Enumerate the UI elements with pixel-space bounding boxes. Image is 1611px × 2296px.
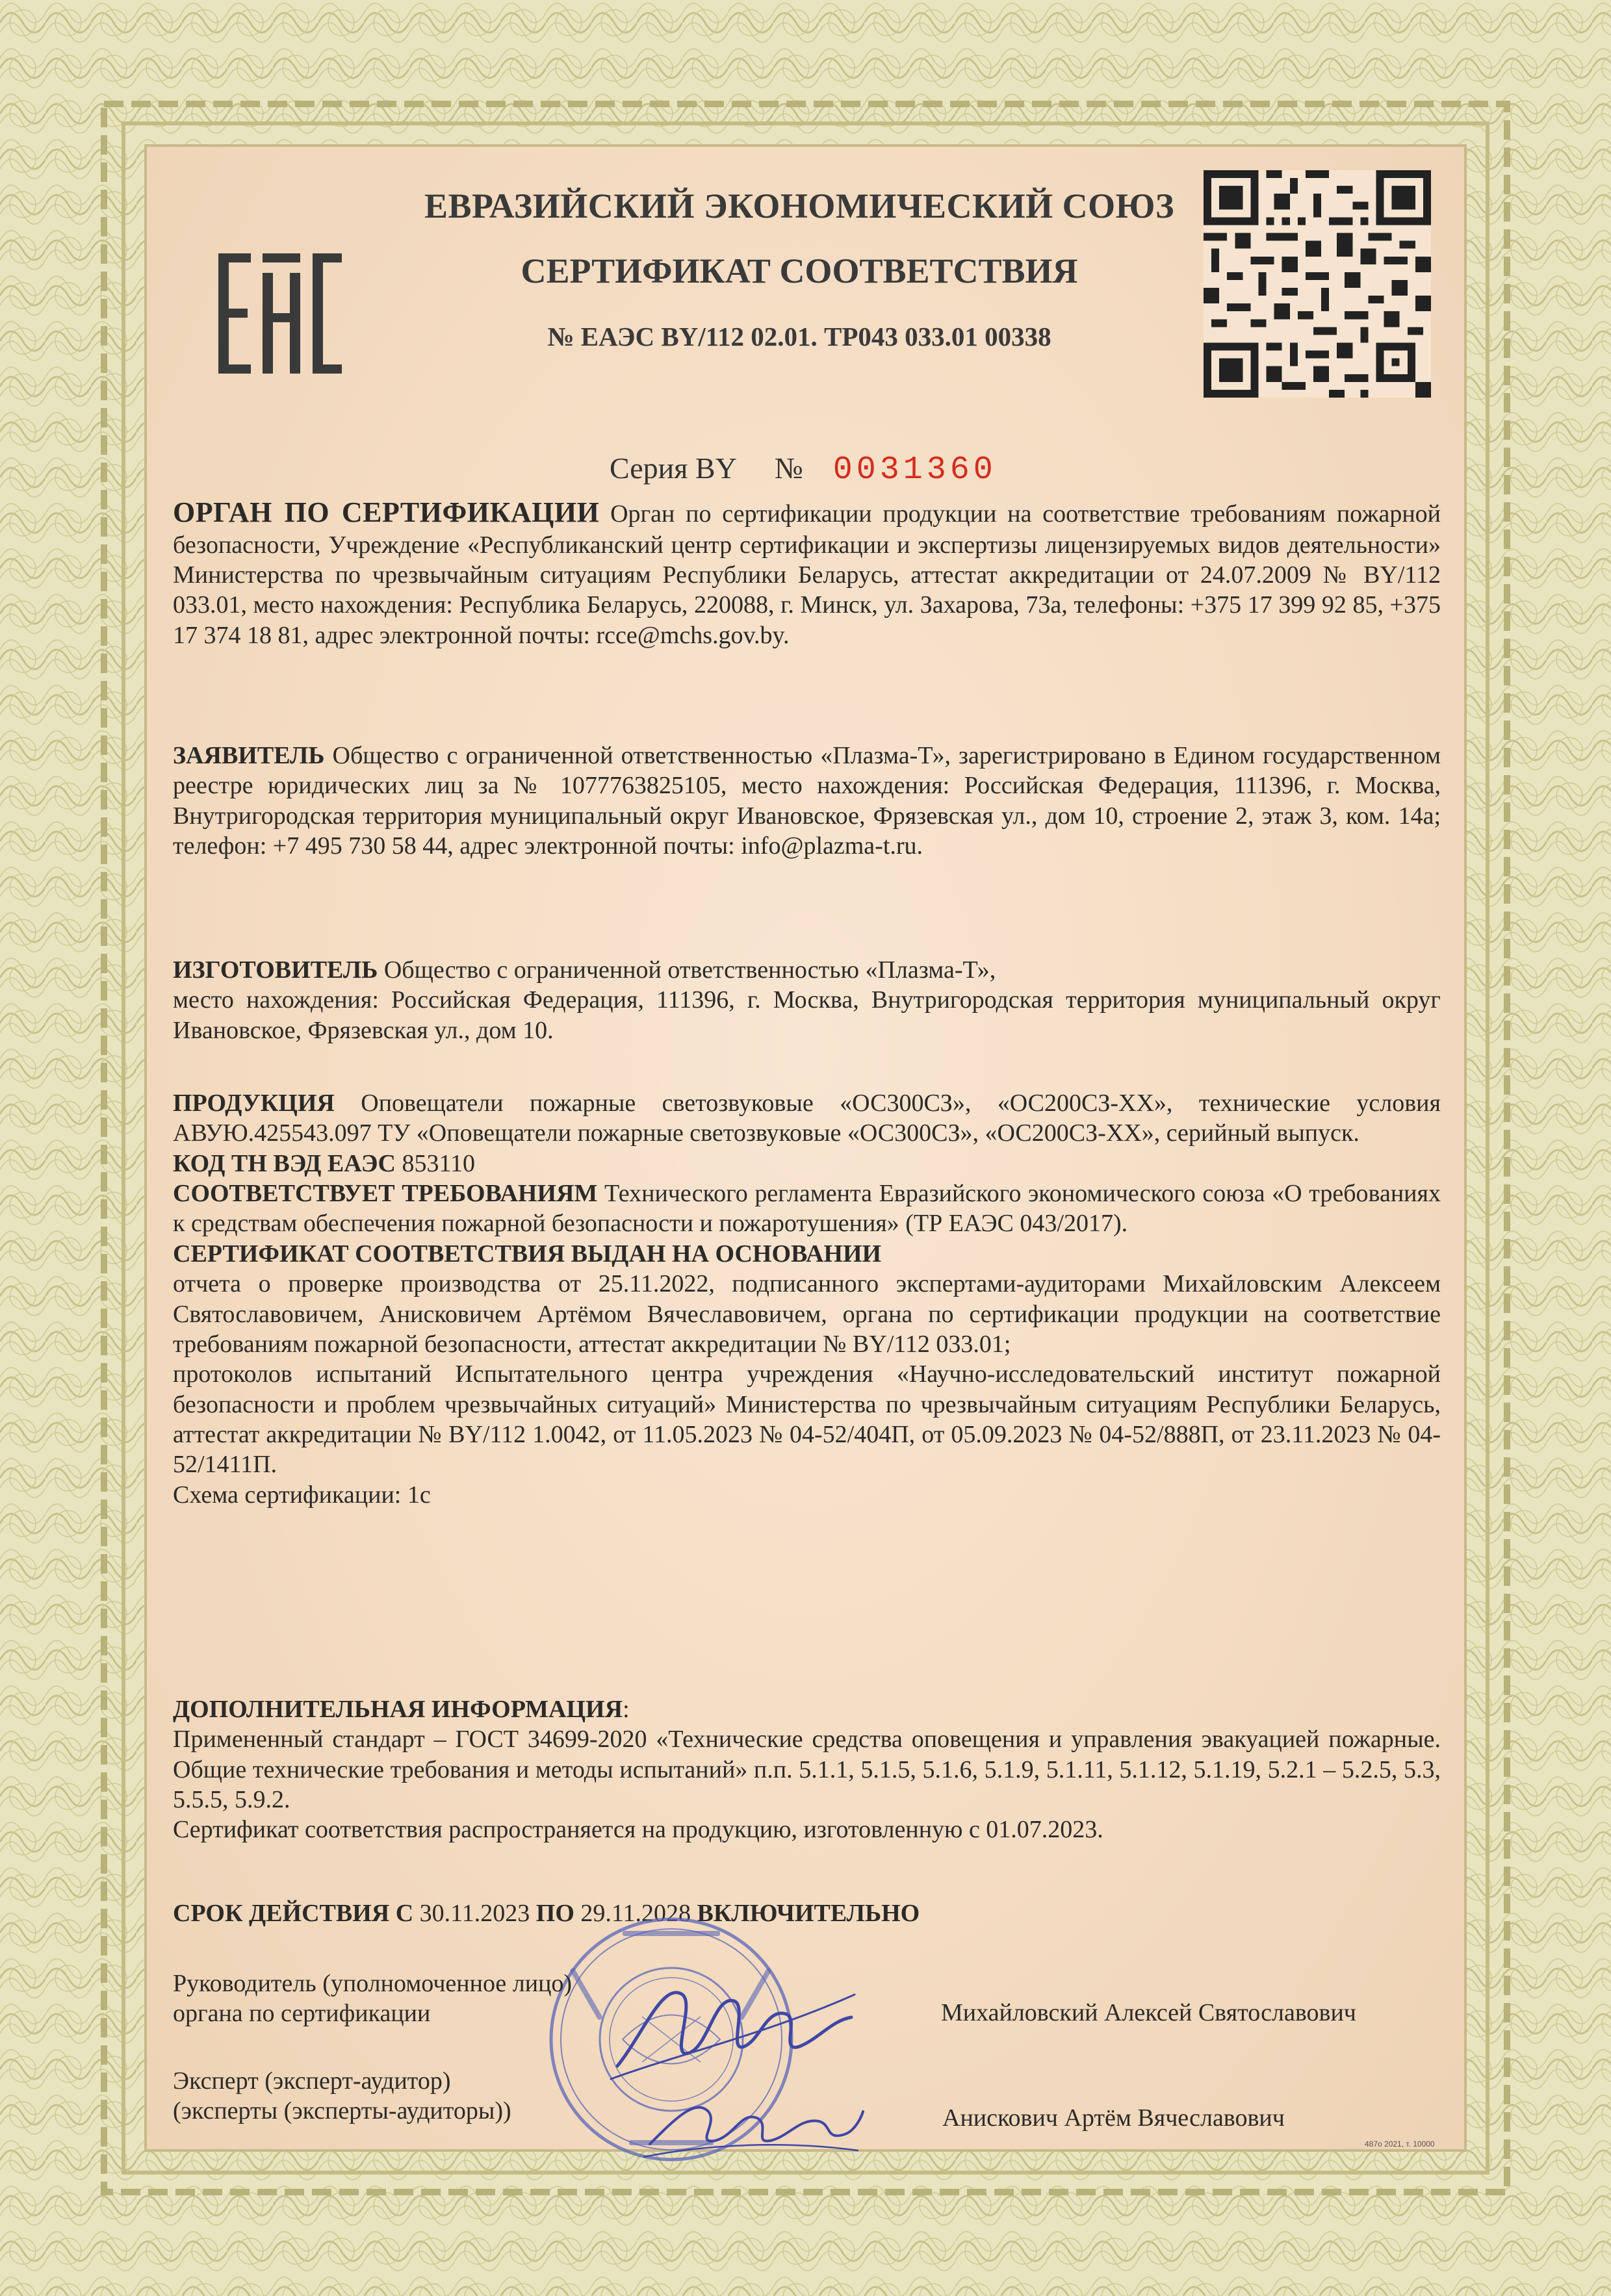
number-sign: № — [774, 452, 803, 485]
organ-text: Орган по сертификации продукции на соответствие требованиям пожарной безопасности, Учреждение «Республиканский центр сертификации и экспертизы лицензируемых видов деятельности» Министерства по чрезвычайным ситуациям Республики Беларусь, аттестат аккредитации от 24.07.2009 № BY/112 033.01, место нахождения: Республика Беларусь, 220088, г. Минск, ул. Захарова, 73а, телефоны: +375 17 399 92 85, +375 17 374 18 81, адрес электронной почты: rcce@mchs.gov.by. — [173, 500, 1441, 649]
applicant-label: ЗАЯВИТЕЛЬ — [173, 742, 325, 769]
applicant-section — [173, 741, 1441, 861]
certificate-title: СЕРТИФИКАТ СООТВЕТСТВИЯ — [521, 251, 1078, 290]
expert-signatory-name: Анискович Артём Вячеславович — [942, 2104, 1285, 2132]
eac-logo — [218, 253, 342, 374]
basis-text-1: отчета о проверке производства от 25.11.2022, подписанного экспертами-аудиторами Михайловским Алексеем Святославовичем, Анисковичем Артёмом Вячеславовичем, органа по сертификации продукции на соответствие требованиям пожарной безопасности, аттестат аккредитации № BY/112 033.01; — [173, 1270, 1441, 1358]
code-label: КОД ТН ВЭД ЕАЭС — [173, 1149, 396, 1177]
certification-scheme: Схема сертификации: 1с — [173, 1481, 431, 1509]
organ-label: ОРГАН ПО СЕРТИФИКАЦИИ — [173, 496, 600, 528]
organ-section — [173, 495, 1441, 650]
series-number: 0031360 — [832, 452, 997, 489]
head-signatory-name: Михайловский Алексей Святославович — [941, 1999, 1356, 2026]
manufacturer-name: Общество с ограниченной ответственностью «Плазма-Т», — [383, 956, 996, 984]
valid-from: 30.11.2023 — [419, 1900, 530, 1927]
additional-section: ДОПОЛНИТЕЛЬНАЯ ИНФОРМАЦИЯ: Примененный стандарт – ГОСТ 34699-2020 «Технические средства оповещения и управления эвакуацией пожарные. Общие технические требования и методы испытаний» п.п. 5.1.1, 5.1.5, 5.1.6, 5.1.9, 5.1.11, 5.1.12, 5.1.19, 5.2.1 – 5.2.5, 5.3, 5.5.5, 5.9.2. Сертификат соответствия распространяется на продукцию, изготовленную с 01.07.2023. — [173, 1694, 1441, 1845]
expert-signatory-title: Эксперт (эксперт-аудитор) (эксперты (эксперты-аудиторы)) — [173, 2067, 511, 2125]
series-label: Серия BY — [610, 452, 737, 485]
valid-to: 29.11.2028 — [580, 1900, 691, 1927]
conforms-label: СООТВЕТСТВУЕТ ТРЕБОВАНИЯМ — [173, 1180, 598, 1208]
product-label: ПРОДУКЦИЯ — [173, 1090, 335, 1117]
product-section — [173, 1088, 1441, 1510]
registration-number: № ЕАЭС BY/112 02.01. ТР043 033.01 00338 — [547, 322, 1051, 351]
union-title: ЕВРАЗИЙСКИЙ ЭКОНОМИЧЕСКИЙ СОЮЗ — [424, 186, 1174, 225]
applicant-text: Общество с ограниченной ответственностью «Плазма-Т», зарегистрировано в Едином государственном реестре юридических лиц за № 1077763825105, место нахождения: Российская Федерация, 111396, г. Москва, Внутригородская территория муниципальный округ Ивановское, Фрязевская ул., дом 10, строение 2, этаж 3, ком. 14а; телефон: +7 495 730 58 44, адрес электронной почты: info@plazma-t.ru. — [173, 742, 1441, 860]
signature-head — [604, 1956, 858, 2086]
additional-text-1: Примененный стандарт – ГОСТ 34699-2020 «Технические средства оповещения и управления эвакуацией пожарные. Общие технические требования и методы испытаний» п.п. 5.1.1, 5.1.5, 5.1.6, 5.1.9, 5.1.11, 5.1.12, 5.1.19, 5.2.1 – 5.2.5, 5.3, 5.5.5, 5.9.2. — [173, 1726, 1441, 1814]
additional-label: ДОПОЛНИТЕЛЬНАЯ ИНФОРМАЦИЯ — [173, 1696, 623, 1723]
validity-line: СРОК ДЕЙСТВИЯ С 30.11.2023 ПО 29.11.2028 ВКЛЮЧИТЕЛЬНО — [173, 1900, 920, 1927]
conforms-text: Технического регламента Евразийского экономического союза «О требованиях к средствам обеспечения пожарной безопасности и пожаротушения» (ТР ЕАЭС 043/2017). — [173, 1180, 1441, 1238]
manufacturer-label: ИЗГОТОВИТЕЛЬ — [173, 956, 378, 984]
product-text: Оповещатели пожарные светозвуковые «ОС300СЗ», «ОС200СЗ-ХХ», технические условия АВУЮ.425543.097 ТУ «Оповещатели пожарные светозвуковые «ОС300СЗ», «ОС200СЗ-ХХ», серийный выпуск. — [173, 1090, 1441, 1147]
manufacturer-section — [173, 955, 1441, 1045]
additional-text-2: Сертификат соответствия распространяется на продукцию, изготовленную с 01.07.2023. — [173, 1816, 1103, 1844]
series-line — [610, 451, 997, 489]
basis-label: СЕРТИФИКАТ СООТВЕТСТВИЯ ВЫДАН НА ОСНОВАНИИ — [173, 1240, 882, 1268]
basis-text-2: протоколов испытаний Испытательного центра учреждения «Научно-исследовательский институт пожарной безопасности и проблем чрезвычайных ситуаций» Министерства по чрезвычайным ситуациям Республики Беларусь, аттестат аккредитации № BY/112 1.0042, от 11.05.2023 № 04-52/404П, от 05.09.2023 № 04-52/888П, от 23.11.2023 № 04-52/1411П. — [173, 1360, 1441, 1479]
signature-expert — [643, 2079, 864, 2163]
print-mark: 487о 2021, т. 10000 — [1365, 2139, 1435, 2149]
qr-code — [1204, 164, 1431, 403]
head-signatory-title: Руководитель (уполномоченное лицо) органа по сертификации — [173, 1970, 573, 2028]
code-value: 853110 — [402, 1149, 476, 1177]
manufacturer-text: место нахождения: Российская Федерация, 111396, г. Москва, Внутригородская территория муниципальный округ Ивановское, Фрязевская ул., дом 10. — [173, 986, 1441, 1044]
